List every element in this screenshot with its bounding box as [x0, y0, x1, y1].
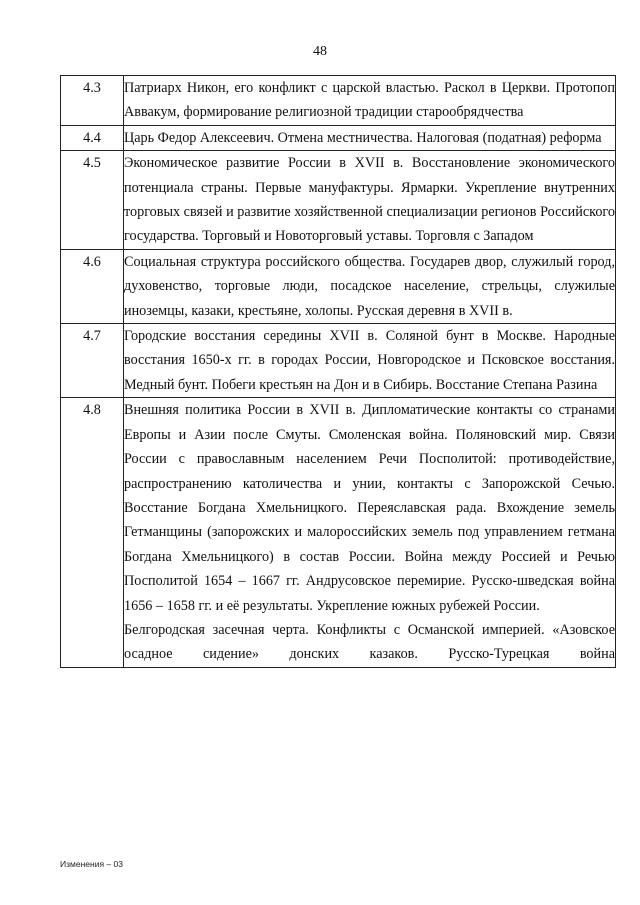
topic-paragraph: Белгородская засечная черта. Конфликты с Османской империей. «Азовское осадное сидение» донских казаков. Русско-Турецкая война — [124, 621, 615, 663]
topic-paragraph: Экономическое развитие России в XVII в. Восстановление экономического потенциала страны. Первые мануфактуры. Ярмарки. Укрепление внутренних торговых связей и развитие хозяйственной специализации регионов Российского государства. Торговый и Новоторговый уставы. Торговля с Западом — [124, 155, 615, 245]
topic-description — [124, 398, 616, 667]
topic-number: 4.3 — [61, 76, 124, 126]
topic-description — [124, 125, 616, 150]
topic-number: 4.8 — [61, 398, 124, 667]
topic-paragraph: Городские восстания середины XVII в. Соляной бунт в Москве. Народные восстания 1650-х гг. в городах России, Новгородское и Псковское восстания. Медный бунт. Побеги крестьян на Дон и в Сибирь. Восстание Степана Разина — [124, 328, 615, 393]
table-row — [61, 125, 616, 150]
topic-paragraph: Внешняя политика России в XVII в. Дипломатические контакты со странами Европы и Азии после Смуты. Смоленская война. Поляновский мир. Связи России с православным населением Речи Посполитой: противодействие, распространению католичества и унии, контакты с Запорожской Сечью. Восстание Богдана Хмельницкого. Переяславская рада. Вхождение земель Гетманщины (запорожских и малороссийских земель под управлением гетмана Богдана Хмельницкого) в состав России. Война между Россией и Речью Посполитой 1654 – 1667 гг. Андрусовское перемирие. Русско-шведская война 1656 – 1658 гг. и её результаты. Укрепление южных рубежей России. — [124, 402, 615, 614]
table-row — [61, 76, 616, 126]
table-row — [61, 324, 616, 398]
topic-paragraph: Социальная структура российского общества. Государев двор, служилый город, духовенство, торговые люди, посадское население, стрельцы, служилые иноземцы, казаки, крестьяне, холопы. Русская деревня в XVII в. — [124, 253, 615, 319]
syllabus-table — [60, 75, 616, 668]
table-row — [61, 151, 616, 250]
table-row — [61, 249, 616, 323]
topic-description — [124, 249, 616, 323]
topic-number: 4.5 — [61, 151, 124, 250]
topic-description — [124, 76, 616, 126]
topic-description — [124, 324, 616, 398]
topic-paragraph: Патриарх Никон, его конфликт с царской властью. Раскол в Церкви. Протопоп Аввакум, формирование религиозной традиции старообрядчества — [124, 80, 615, 121]
table-row — [61, 398, 616, 667]
topic-paragraph: Царь Федор Алексеевич. Отмена местничества. Налоговая (податная) реформа — [124, 129, 602, 146]
topic-number: 4.6 — [61, 249, 124, 323]
topic-number: 4.7 — [61, 324, 124, 398]
revision-footer: Изменения – 03 — [60, 859, 123, 869]
page-number: 48 — [313, 44, 327, 59]
topic-number: 4.4 — [61, 125, 124, 150]
topic-description — [124, 151, 616, 250]
